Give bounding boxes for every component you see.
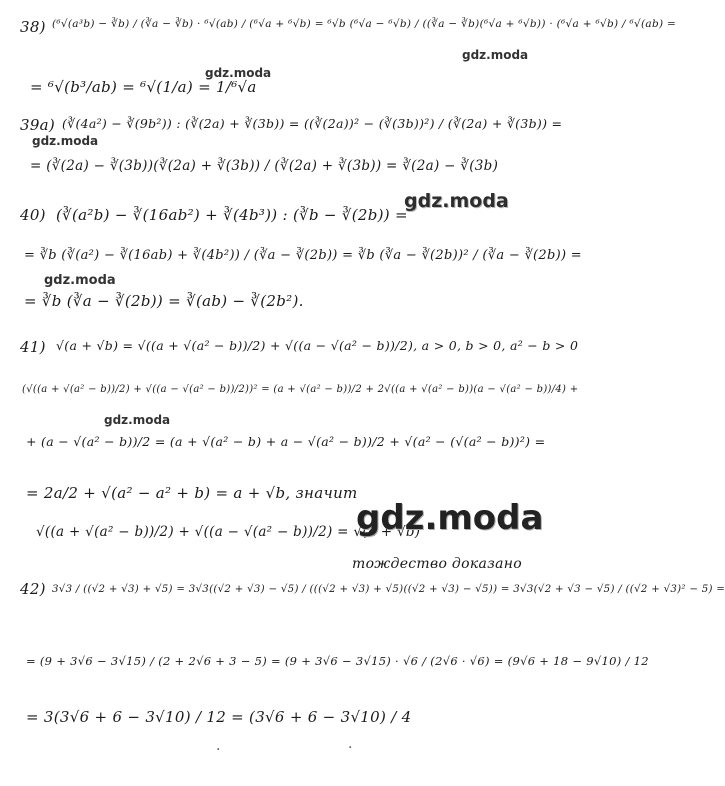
problem-41-line-6: тождество доказано	[352, 556, 522, 572]
scan-mark: ·	[348, 740, 353, 756]
problem-41-line-5: √((a + √(a² − b))/2) + √((a − √(a² − b))/2) = √(a + √b)	[36, 524, 421, 540]
watermark: gdz.moda	[356, 498, 544, 538]
problem-38-line-1: (⁶√(a³b) − ∛b) / (∛a − ∛b) · ⁶√(ab) / (⁶√a + ⁶√b) = ⁶√b (⁶√a − ⁶√b) / ((∛a − ∛b)(⁶√a + ⁶√b)) · (⁶√a + ⁶√b) / ⁶√(ab) =	[52, 18, 677, 30]
problem-41-line-2: (√((a + √(a² − b))/2) + √((a − √(a² − b))/2))² = (a + √(a² − b))/2 + 2√((a + √(a² − b))(a − √(a² − b))/4) +	[22, 384, 579, 395]
watermark: gdz.moda	[32, 134, 99, 148]
problem-42-line-3: = 3(3√6 + 6 − 3√10) / 12 = (3√6 + 6 − 3√10) / 4	[26, 708, 412, 726]
watermark: gdz.moda	[404, 190, 509, 212]
problem-42-line-1: 3√3 / ((√2 + √3) + √5) = 3√3((√2 + √3) − √5) / (((√2 + √3) + √5)((√2 + √3) − √5)) = 3√3(√2 + √3 − √5) / ((√2 + √3)² − 5) =	[52, 584, 725, 595]
watermark: gdz.moda	[104, 413, 171, 427]
problem-40-label: 40)	[20, 206, 46, 224]
problem-41-line-1: √(a + √b) = √((a + √(a² − b))/2) + √((a − √(a² − b))/2), a > 0, b > 0, a² − b > 0	[56, 338, 579, 353]
problem-38-label: 38)	[20, 18, 46, 36]
problem-41-label: 41)	[20, 338, 46, 356]
problem-40-line-1: (∛(a²b) − ∛(16ab²) + ∛(4b³)) : (∛b − ∛(2b)) =	[56, 206, 408, 224]
watermark: gdz.moda	[462, 48, 529, 62]
problem-38-line-2: = ⁶√(b³/ab) = ⁶√(1/a) = 1/⁶√a	[30, 78, 257, 96]
problem-39a-label: 39a)	[20, 116, 56, 134]
problem-39a-line-2: = (∛(2a) − ∛(3b))(∛(2a) + ∛(3b)) / (∛(2a) + ∛(3b)) = ∛(2a) − ∛(3b)	[30, 158, 499, 174]
problem-41-line-4: = 2a/2 + √(a² − a² + b) = a + √b, значит	[26, 484, 358, 502]
problem-40-line-3: = ∛b (∛a − ∛(2b)) = ∛(ab) − ∛(2b²).	[24, 292, 304, 310]
problem-42-line-2: = (9 + 3√6 − 3√15) / (2 + 2√6 + 3 − 5) = (9 + 3√6 − 3√15) · √6 / (2√6 · √6) = (9√6 + 18 − 9√10) / 12	[26, 654, 649, 668]
problem-40-line-2: = ∛b (∛(a²) − ∛(16ab) + ∛(4b²)) / (∛a − ∛(2b)) = ∛b (∛a − ∛(2b))² / (∛a − ∛(2b)) =	[24, 248, 582, 263]
problem-42-label: 42)	[20, 580, 46, 598]
scan-mark: ·	[216, 742, 221, 758]
problem-39a-line-1: (∛(4a²) − ∛(9b²)) : (∛(2a) + ∛(3b)) = ((∛(2a))² − (∛(3b))²) / (∛(2a) + ∛(3b)) =	[62, 116, 563, 131]
problem-41-line-3: + (a − √(a² − b))/2 = (a + √(a² − b) + a − √(a² − b))/2 + √(a² − (√(a² − b))²) =	[26, 434, 546, 449]
watermark: gdz.moda	[205, 66, 272, 80]
watermark: gdz.moda	[44, 273, 116, 288]
